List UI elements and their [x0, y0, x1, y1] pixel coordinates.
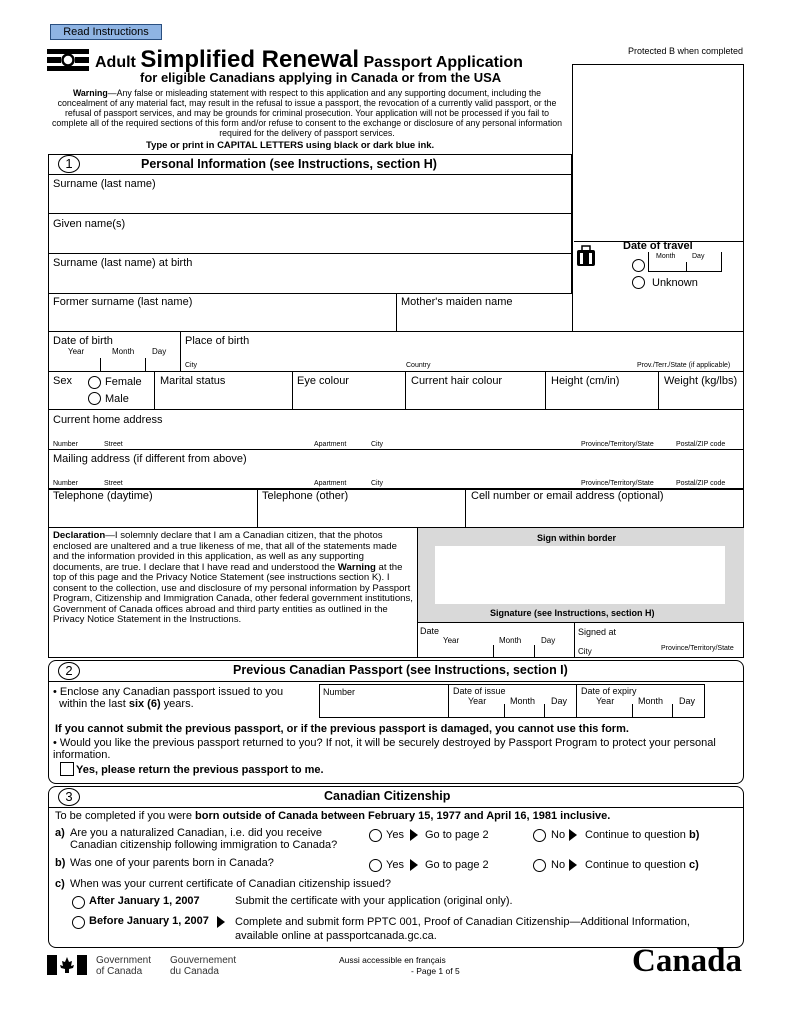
signature-label: Signature (see Instructions, section H)	[490, 608, 655, 618]
citizenship-intro: To be completed if you were born outside of Canada between February 15, 1977 and April 16, 1981 inclusive.	[55, 810, 611, 822]
gov-fr-line1: Gouvernement	[170, 955, 237, 966]
section2-number: 2	[58, 662, 80, 680]
photo-area	[572, 64, 744, 332]
height-label: Height (cm/in)	[551, 375, 620, 387]
qb-label: b)	[55, 857, 66, 869]
pob-country-label: Country	[406, 362, 431, 369]
expiry-year-label: Year	[596, 696, 615, 706]
home-city-label: City	[371, 441, 384, 448]
qb-no-radio[interactable]	[533, 859, 546, 872]
read-instructions-button[interactable]: Read Instructions	[50, 24, 162, 40]
place-of-birth-label: Place of birth	[185, 335, 250, 347]
gov-en-line1: Government	[96, 955, 152, 966]
issue-day-label: Day	[551, 696, 568, 706]
travel-unknown-label: Unknown	[652, 277, 698, 289]
canada-flag-icon	[47, 955, 87, 975]
given-names-field[interactable]	[48, 214, 572, 254]
dob-label: Date of birth	[53, 335, 113, 347]
arrow-icon	[569, 829, 577, 841]
travel-title: Date of travel	[623, 240, 693, 252]
physical-row	[48, 372, 744, 410]
arrow-icon	[410, 829, 418, 841]
return-yes-label: Yes, please return the previous passport to me.	[76, 764, 324, 776]
french-available[interactable]: Aussi accessible en français	[339, 955, 446, 965]
section1-title: Personal Information (see Instructions, section H)	[141, 157, 437, 171]
section1-number: 1	[58, 155, 80, 173]
decl-year-label: Year	[443, 636, 460, 645]
issue-year-label: Year	[468, 696, 487, 706]
expiry-month-label: Month	[638, 696, 664, 706]
home-number-label: Number	[53, 441, 78, 448]
form-title: Adult Simplified Renewal Passport Application	[95, 46, 523, 73]
mothers-maiden-label: Mother's maiden name	[401, 296, 513, 308]
luggage-icon	[576, 245, 596, 267]
sex-male-radio[interactable]	[88, 392, 101, 405]
arrow-icon	[410, 859, 418, 871]
qc-after-label: After January 1, 2007	[89, 895, 200, 907]
qa-text: Are you a naturalized Canadian, i.e. did you receive Canadian citizenship following immigration to Canada?	[70, 827, 338, 851]
signed-province-label: Province/Territory/State	[661, 645, 734, 652]
travel-date-field[interactable]	[648, 252, 722, 272]
decl-date-label: Date	[420, 626, 440, 636]
qc-before-label: Before January 1, 2007	[89, 915, 209, 927]
marital-label: Marital status	[160, 375, 226, 387]
passport-number-label: Number	[323, 687, 356, 697]
male-label: Male	[105, 393, 129, 405]
qb-continue-label: Continue to question c)	[585, 859, 699, 871]
tel-day-label: Telephone (daytime)	[53, 490, 153, 502]
arrow-icon	[569, 859, 577, 871]
travel-date-radio[interactable]	[632, 259, 645, 272]
qc-after-radio[interactable]	[72, 896, 85, 909]
qa-no-radio[interactable]	[533, 829, 546, 842]
gov-en-line2: of Canada	[96, 966, 143, 977]
mail-street-label: Street	[104, 480, 123, 487]
travel-unknown-radio[interactable]	[632, 276, 645, 289]
mail-number-label: Number	[53, 480, 78, 487]
warning-text: Warning—Any false or misleading statement with respect to this application and any supporting document, including the concealment of any material fact, may result in the refusal to issue a passport, the revocation of a currently valid passport, or the refusal of passport services, and may be grounds for criminal prosecution. Your application will not be processed if you fail to complete all of the required sections of this form and/or refuse to consent to the exchange or disclosure of any personal information required for the delivery of passport services.	[51, 88, 562, 138]
section3-number: 3	[58, 788, 80, 806]
pob-city-label: City	[185, 362, 198, 369]
mail-postal-label: Postal/ZIP code	[676, 480, 726, 487]
dob-month-label: Month	[112, 347, 135, 356]
pob-prov-label: Prov./Terr./State (if applicable)	[637, 362, 731, 369]
qc-label: c)	[55, 878, 65, 890]
ink-instruction: Type or print in CAPITAL LETTERS using black or dark blue ink.	[146, 140, 435, 151]
weight-label: Weight (kg/lbs)	[664, 375, 738, 387]
mailing-address-label: Mailing address (if different from above)	[53, 453, 247, 465]
qb-yes-label: Yes	[386, 859, 404, 871]
sex-label: Sex	[53, 375, 72, 387]
qa-goto-label: Go to page 2	[425, 829, 489, 841]
qa-continue-label: Continue to question b)	[585, 829, 700, 841]
dob-day-label: Day	[152, 347, 167, 356]
canada-wordmark: Canada	[632, 943, 743, 979]
home-province-label: Province/Territory/State	[581, 441, 654, 448]
qc-after-text: Submit the certificate with your application (original only).	[235, 895, 513, 907]
form-subtitle: for eligible Canadians applying in Canada or from the USA	[140, 70, 502, 85]
mail-apartment-label: Apartment	[314, 480, 347, 487]
sex-female-radio[interactable]	[88, 376, 101, 389]
qc-before-radio[interactable]	[72, 916, 85, 929]
travel-month-label: Month	[656, 253, 676, 260]
signature-box[interactable]	[435, 546, 725, 604]
protected-label: Protected B when completed	[628, 46, 744, 56]
qa-label: a)	[55, 827, 65, 839]
cannot-submit-text: If you cannot submit the previous passport, or if the previous passport is damaged, you cannot use this form.	[55, 723, 629, 735]
issue-month-label: Month	[510, 696, 536, 706]
qc-before-text: Complete and submit form PPTC 001, Proof of Canadian Citizenship—Additional Information, available online at passportcanada.gc.ca.	[235, 916, 690, 942]
signed-at-label: Signed at	[578, 627, 617, 637]
qb-yes-radio[interactable]	[369, 859, 382, 872]
surname-label: Surname (last name)	[53, 178, 156, 190]
former-surname-label: Former surname (last name)	[53, 296, 193, 308]
page-number: - Page 1 of 5	[411, 966, 460, 976]
qa-no-label: No	[551, 829, 566, 841]
qa-yes-label: Yes	[386, 829, 404, 841]
arrow-icon	[217, 916, 225, 928]
tel-other-label: Telephone (other)	[262, 490, 349, 502]
section2-title: Previous Canadian Passport (see Instructions, section I)	[233, 663, 568, 677]
home-street-label: Street	[104, 441, 123, 448]
female-label: Female	[105, 376, 142, 388]
surname-birth-label: Surname (last name) at birth	[53, 257, 193, 269]
enclose-text: • Enclose any Canadian passport issued to you within the last six (6) years.	[53, 686, 284, 710]
return-question: • Would you like the previous passport returned to you? If not, it will be securely destroyed by Passport Program to protect your personal information.	[53, 737, 716, 761]
qc-text: When was your current certificate of Canadian citizenship issued?	[70, 878, 391, 890]
dob-year-label: Year	[68, 347, 85, 356]
decl-day-label: Day	[541, 636, 556, 645]
section3-title: Canadian Citizenship	[324, 789, 451, 803]
cell-email-label: Cell number or email address (optional)	[471, 490, 664, 502]
qb-goto-label: Go to page 2	[425, 859, 489, 871]
signed-city-label: City	[578, 647, 592, 656]
return-checkbox[interactable]	[60, 762, 74, 776]
eye-label: Eye colour	[297, 375, 349, 387]
mail-province-label: Province/Territory/State	[581, 480, 654, 487]
passport-logo-icon	[47, 49, 89, 71]
qa-yes-radio[interactable]	[369, 829, 382, 842]
given-names-label: Given name(s)	[53, 218, 126, 230]
date-issue-label: Date of issue	[453, 686, 506, 696]
qb-text: Was one of your parents born in Canada?	[70, 857, 274, 869]
qb-no-label: No	[551, 859, 566, 871]
home-address-label: Current home address	[53, 414, 163, 426]
home-postal-label: Postal/ZIP code	[676, 441, 726, 448]
hair-label: Current hair colour	[411, 375, 503, 387]
date-expiry-label: Date of expiry	[581, 686, 637, 696]
sign-within-label: Sign within border	[537, 533, 616, 543]
expiry-day-label: Day	[679, 696, 696, 706]
travel-day-label: Day	[692, 253, 705, 260]
gov-fr-line2: du Canada	[170, 966, 219, 977]
decl-month-label: Month	[499, 636, 522, 645]
mail-city-label: City	[371, 480, 384, 487]
declaration-text: Declaration—I solemnly declare that I am a Canadian citizen, that the photos enclosed are unaltered and a true likeness of me, that all of the statements made and the information provided in this application, as well as any supporting documents, are true. I declare that I have read and understood the Warning at the top of this page and the Privacy Notice Statement (see instructions section K). I consent to the collection, use and disclosure of my personal information by Passport Program, Citizenship and Immigration Canada, other federal government institutions, Government of Canada offices abroad and third party entities as outlined in the Privacy Notice Statement in the Instructions.	[53, 530, 413, 625]
home-apartment-label: Apartment	[314, 441, 347, 448]
